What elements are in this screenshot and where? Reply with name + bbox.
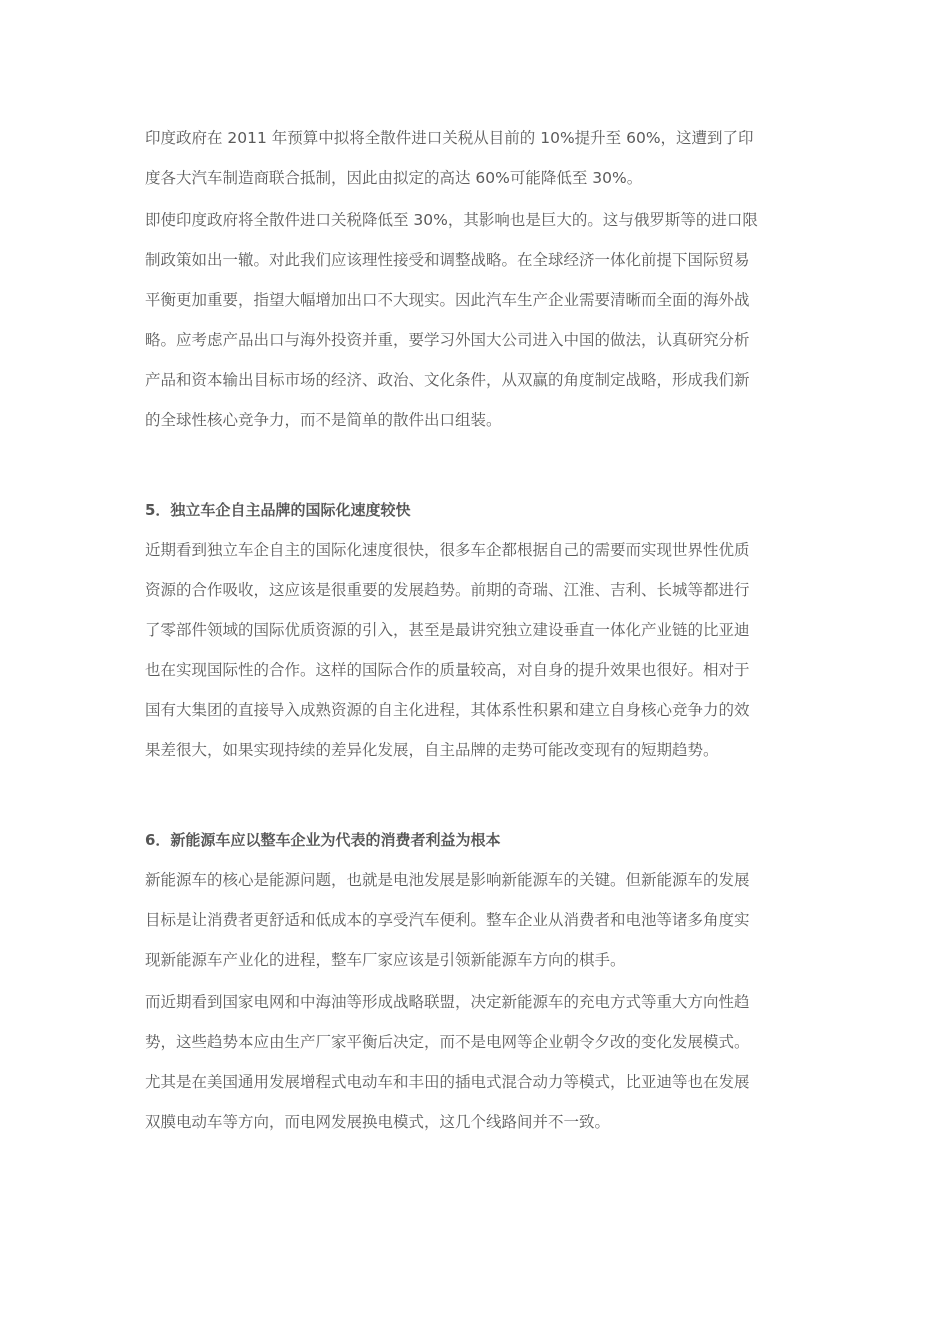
text-line: 制政策如出一辙。对此我们应该理性接受和调整战略。在全球经济一体化前提下国际贸易 (145, 251, 750, 269)
paragraph-grid-alliance (145, 982, 810, 1142)
text-line: 双膜电动车等方向，而电网发展换电模式，这几个线路间并不一致。 (145, 1113, 611, 1131)
text-line: 略。应考虑产品出口与海外投资并重，要学习外国大公司进入中国的做法，认真研究分析 (145, 331, 750, 349)
text-line: 近期看到独立车企自主的国际化速度很快，很多车企都根据自己的需要而实现世界性优质 (145, 541, 750, 559)
text-line: 目标是让消费者更舒适和低成本的享受汽车便利。整车企业从消费者和电池等诸多角度实 (145, 911, 750, 929)
text-line: 尤其是在美国通用发展增程式电动车和丰田的插电式混合动力等模式，比亚迪等也在发展 (145, 1073, 750, 1091)
text-line: 产品和资本输出目标市场的经济、政治、文化条件，从双赢的角度制定战略，形成我们新 (145, 371, 750, 389)
paragraph-strategy (145, 200, 810, 440)
section-heading-5: 5．独立车企自主品牌的国际化速度较快 (145, 501, 411, 519)
text-line: 果差很大，如果实现持续的差异化发展，自主品牌的走势可能改变现有的短期趋势。 (145, 741, 719, 759)
text-line: 新能源车的核心是能源问题，也就是电池发展是影响新能源车的关键。但新能源车的发展 (145, 871, 750, 889)
text-line: 势，这些趋势本应由生产厂家平衡后决定，而不是电网等企业朝令夕改的变化发展模式。 (145, 1033, 750, 1051)
section-heading-6: 6．新能源车应以整车企业为代表的消费者利益为根本 (145, 831, 501, 849)
text-line: 也在实现国际性的合作。这样的国际合作的质量较高，对自身的提升效果也很好。相对于 (145, 661, 750, 679)
text-line: 资源的合作吸收，这应该是很重要的发展趋势。前期的奇瑞、江淮、吉利、长城等都进行 (145, 581, 750, 599)
text-line: 即使印度政府将全散件进口关税降低至 30%，其影响也是巨大的。这与俄罗斯等的进口限 (145, 211, 758, 229)
paragraph-new-energy-core (145, 860, 810, 980)
document-page (145, 118, 810, 1144)
paragraph-india-tariff (145, 118, 810, 198)
text-line: 平衡更加重要，指望大幅增加出口不大现实。因此汽车生产企业需要清晰而全面的海外战 (145, 291, 750, 309)
text-line: 而近期看到国家电网和中海油等形成战略联盟，决定新能源车的充电方式等重大方向性趋 (145, 993, 750, 1011)
text-line: 印度政府在 2011 年预算中拟将全散件进口关税从目前的 10%提升至 60%，这遭到了印 (145, 129, 754, 147)
text-line: 了零部件领域的国际优质资源的引入，甚至是最讲究独立建设垂直一体化产业链的比亚迪 (145, 621, 750, 639)
text-line: 国有大集团的直接导入成熟资源的自主化进程，其体系性积累和建立自身核心竞争力的效 (145, 701, 750, 719)
text-line: 的全球性核心竞争力，而不是简单的散件出口组装。 (145, 411, 502, 429)
text-line: 度各大汽车制造商联合抵制，因此由拟定的高达 60%可能降低至 30%。 (145, 169, 643, 187)
paragraph-internationalization (145, 530, 810, 770)
text-line: 现新能源车产业化的进程，整车厂家应该是引领新能源车方向的棋手。 (145, 951, 626, 969)
